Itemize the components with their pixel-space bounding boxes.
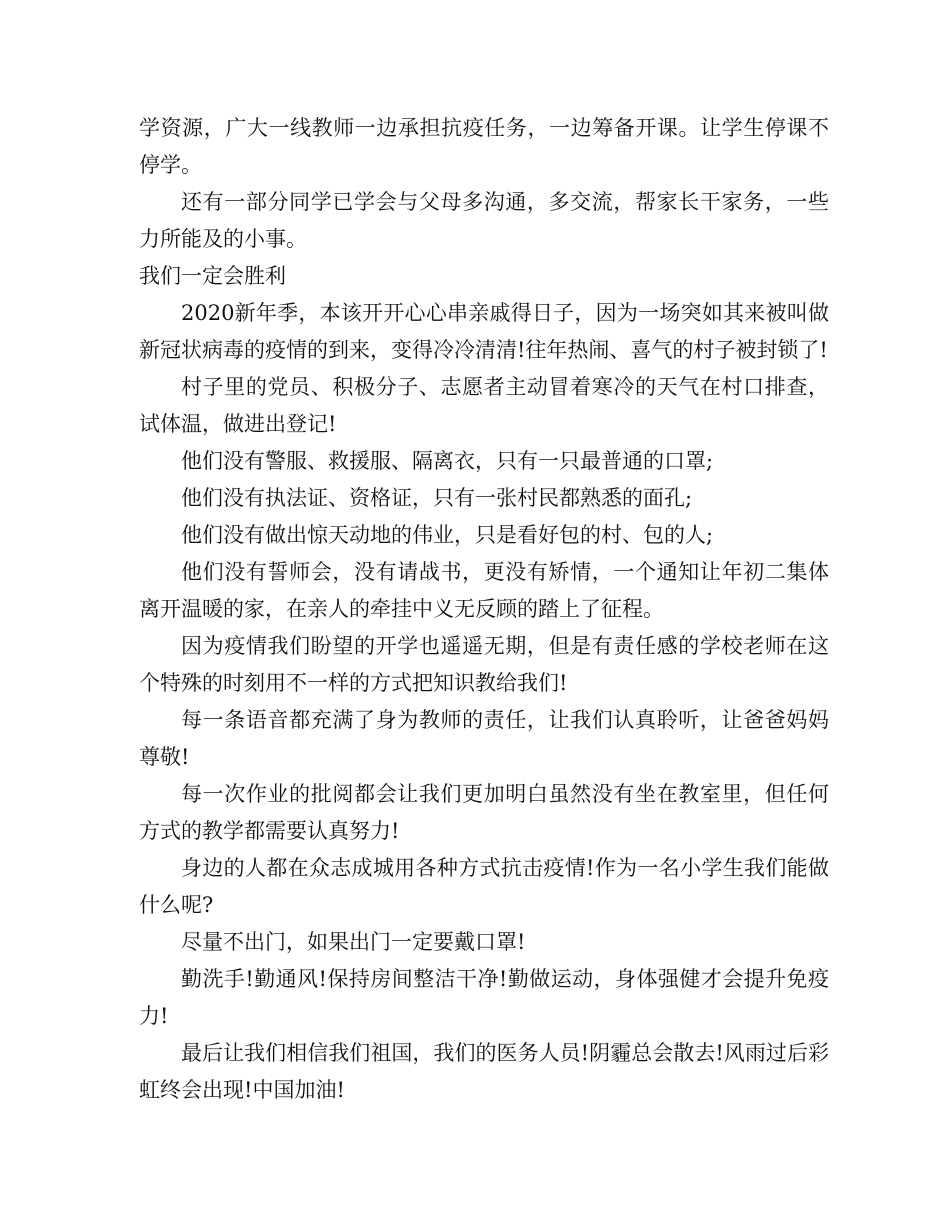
paragraph: 每一条语音都充满了身为教师的责任，让我们认真聆听，让爸爸妈妈尊敬! xyxy=(139,708,829,769)
paragraph: 最后让我们相信我们祖国，我们的医务人员!阴霾总会散去!风雨过后彩虹终会出现!中国加油! xyxy=(139,1041,829,1102)
paragraph: 勤洗手!勤通风!保持房间整洁干净!勤做运动，身体强健才会提升免疫力! xyxy=(139,967,829,1028)
paragraph: 2020新年季，本该开开心心串亲戚得日子，因为一场突如其来被叫做新冠状病毒的疫情的到来，变得冷冷清清!往年热闹、喜气的村子被封锁了! xyxy=(139,301,829,362)
document-body xyxy=(139,110,829,1109)
paragraph: 他们没有执法证、资格证，只有一张村民都熟悉的面孔; xyxy=(181,486,693,510)
paragraph-continued: 学资源，广大一线教师一边承担抗疫任务，一边筹备开课。让学生停课不停学。 xyxy=(139,116,829,177)
paragraph: 每一次作业的批阅都会让我们更加明白虽然没有坐在教室里，但任何方式的教学都需要认真努力! xyxy=(139,782,829,843)
paragraph: 村子里的党员、积极分子、志愿者主动冒着寒冷的天气在村口排查，试体温，做进出登记! xyxy=(139,375,829,436)
paragraph: 身边的人都在众志成城用各种方式抗击疫情!作为一名小学生我们能做什么呢? xyxy=(139,856,829,917)
paragraph: 因为疫情我们盼望的开学也遥遥无期，但是有责任感的学校老师在这个特殊的时刻用不一样的方式把知识教给我们! xyxy=(139,634,829,695)
paragraph-family-help: 还有一部分同学已学会与父母多沟通，多交流，帮家长干家务，一些力所能及的小事。 xyxy=(139,190,829,251)
paragraph: 他们没有做出惊天动地的伟业，只是看好包的村、包的人; xyxy=(181,523,714,547)
section-title: 我们一定会胜利 xyxy=(139,264,286,288)
paragraph: 尽量不出门，如果出门一定要戴口罩! xyxy=(181,930,526,954)
paragraph: 他们没有警服、救援服、隔离衣，只有一只最普通的口罩; xyxy=(181,449,714,473)
paragraph: 他们没有誓师会，没有请战书，更没有矫情，一个通知让年初二集体离开温暖的家，在亲人的牵挂中义无反顾的踏上了征程。 xyxy=(139,560,829,621)
